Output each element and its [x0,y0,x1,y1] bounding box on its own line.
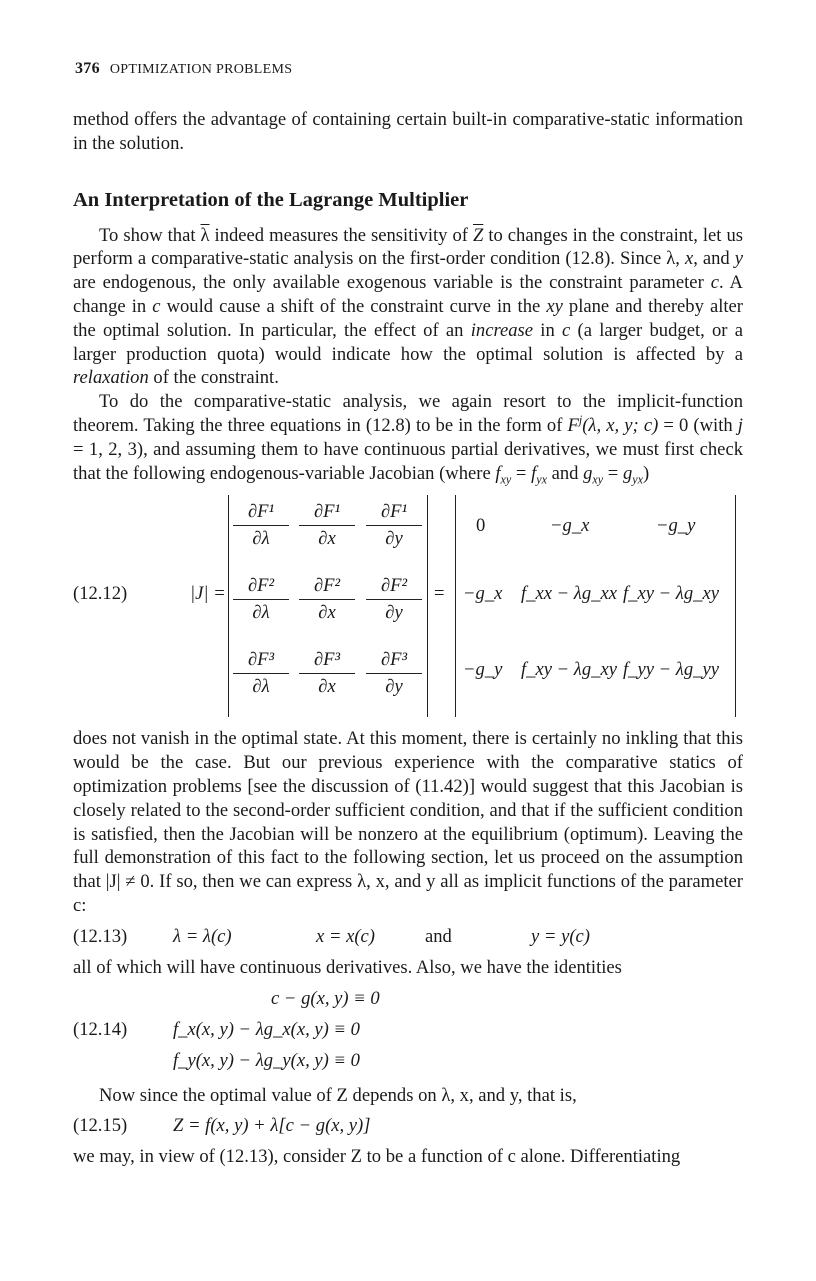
equation-term: Z = f(x, y) + λ[c − g(x, y)] [173,1115,371,1137]
equation-line: f_y(x, y) − λg_y(x, y) ≡ 0 [173,1049,360,1071]
bordered-hessian-entry: 0 [476,515,486,537]
running-head [75,60,743,78]
paragraph-5: Now since the optimal value of Z depends on λ, x, and y, that is, [99,1084,577,1106]
jacobian-entry: $\frac{\text{∂F¹}}{\partial\lambda}$ [233,501,289,550]
chapter-title: OPTIMIZATION PROBLEMS [109,62,293,77]
jacobian-entry: $\frac{\text{∂F²}}{\partial\lambda}$ [233,575,289,624]
page [73,60,743,1169]
equation-term: y = y(c) [531,925,590,947]
jacobian-entry: $\frac{\text{∂F²}}{\partial y}$ [366,575,422,624]
jacobian-entry: $\frac{\text{∂F³}}{\partial y}$ [366,649,422,698]
paragraph-3: does not vanish in the optimal state. At this moment, there is certainly no inkling that this would be the case. But our previous experience with the comparative statics of optimization problems [see the discussion of (11.42)] would suggest that this Jacobian is closely related to the second-order sufficient condition, and that if the sufficient condition is satisfied, then the Jacobian will be nonzero at the equilibrium (optimum). Leaving the full demonstration of this fact to the following section, let us proceed on the assumption that |J| ≠ 0. If so, then we can express λ, x, and y all as implicit functions of the parameter c: [73,728,743,916]
paragraph-1: To show that $\overline{\lambda}$ indeed measures the sensitivity of $\overline{Z}$ to changes in the constraint, let us perform a comparative-static analysis on the first-order condition (12.8). Since λ, x, and y are endogenous, the only available exogenous variable is the constraint parameter c. A change in c would cause a shift of the constraint curve in the xy plane and thereby alter the optimal solution. In particular, the effect of an increase in c (a larger budget, or a larger production quota) would indicate how the optimal solution is affected by a relaxation of the constraint. [73,224,744,389]
intro-paragraph: method offers the advantage of containing certain built-in comparative-static information in the solution. [73,109,743,154]
equation-term: λ = λ(c) [173,925,232,947]
bordered-hessian-entry: f_yy − λg_yy [623,659,719,681]
bordered-hessian-entry: f_xy − λg_xy [623,583,719,605]
paragraph-4: all of which will have continuous derivatives. Also, we have the identities [73,956,622,978]
equation-line: c − g(x, y) ≡ 0 [271,987,380,1009]
bordered-hessian-entry: −g_x [550,515,590,537]
equation-term: and [425,925,452,947]
equation-12-13 [73,926,743,956]
page-number: 376 [75,60,100,77]
paragraph-2: To do the comparative-static analysis, we again resort to the implicit-function theorem. Taking the three equations in (12.8) to be in the form of $F^j(\lambda$, x, y; c) = 0 (with j = 1, 2, 3), and assuming them to have continuous partial derivatives, we must first check that the following endogenous-variable Jacobian (where $f_{xy} = f_{yx}$ and $g_{xy} = g_{yx}$) [73,391,743,487]
jacobian-entry: $\frac{\text{∂F¹}}{\partial y}$ [366,501,422,550]
jacobian-label: |J| = [190,583,226,605]
section-heading: An Interpretation of the Lagrange Multiplier [73,188,469,211]
bordered-hessian-entry: −g_y [463,659,503,681]
equation-12-14 [73,988,743,1078]
equation-line: f_x(x, y) − λg_x(x, y) ≡ 0 [173,1018,360,1040]
equation-12-15 [73,1115,743,1145]
bordered-hessian-entry: f_xx − λg_xx [521,583,617,605]
equation-number: (12.13) [73,925,128,947]
equation-number: (12.12) [73,583,128,605]
jacobian-entry: $\frac{\text{∂F³}}{\partial\lambda}$ [233,649,289,698]
jacobian-entry: $\frac{\text{∂F²}}{\partial x}$ [299,575,355,624]
equation-number: (12.15) [73,1115,128,1137]
equals-sign: = [434,583,445,605]
bordered-hessian-entry: −g_x [463,583,503,605]
bordered-hessian-entry: f_xy − λg_xy [521,659,617,681]
equation-number: (12.14) [73,1018,128,1040]
bordered-hessian-entry: −g_y [656,515,696,537]
equation-term: x = x(c) [316,925,375,947]
jacobian-entry: $\frac{\text{∂F¹}}{\partial x}$ [299,501,355,550]
jacobian-equation [73,495,743,717]
jacobian-entry: $\frac{\text{∂F³}}{\partial x}$ [299,649,355,698]
paragraph-6: we may, in view of (12.13), consider Z to be a function of c alone. Differentiating [73,1146,681,1168]
